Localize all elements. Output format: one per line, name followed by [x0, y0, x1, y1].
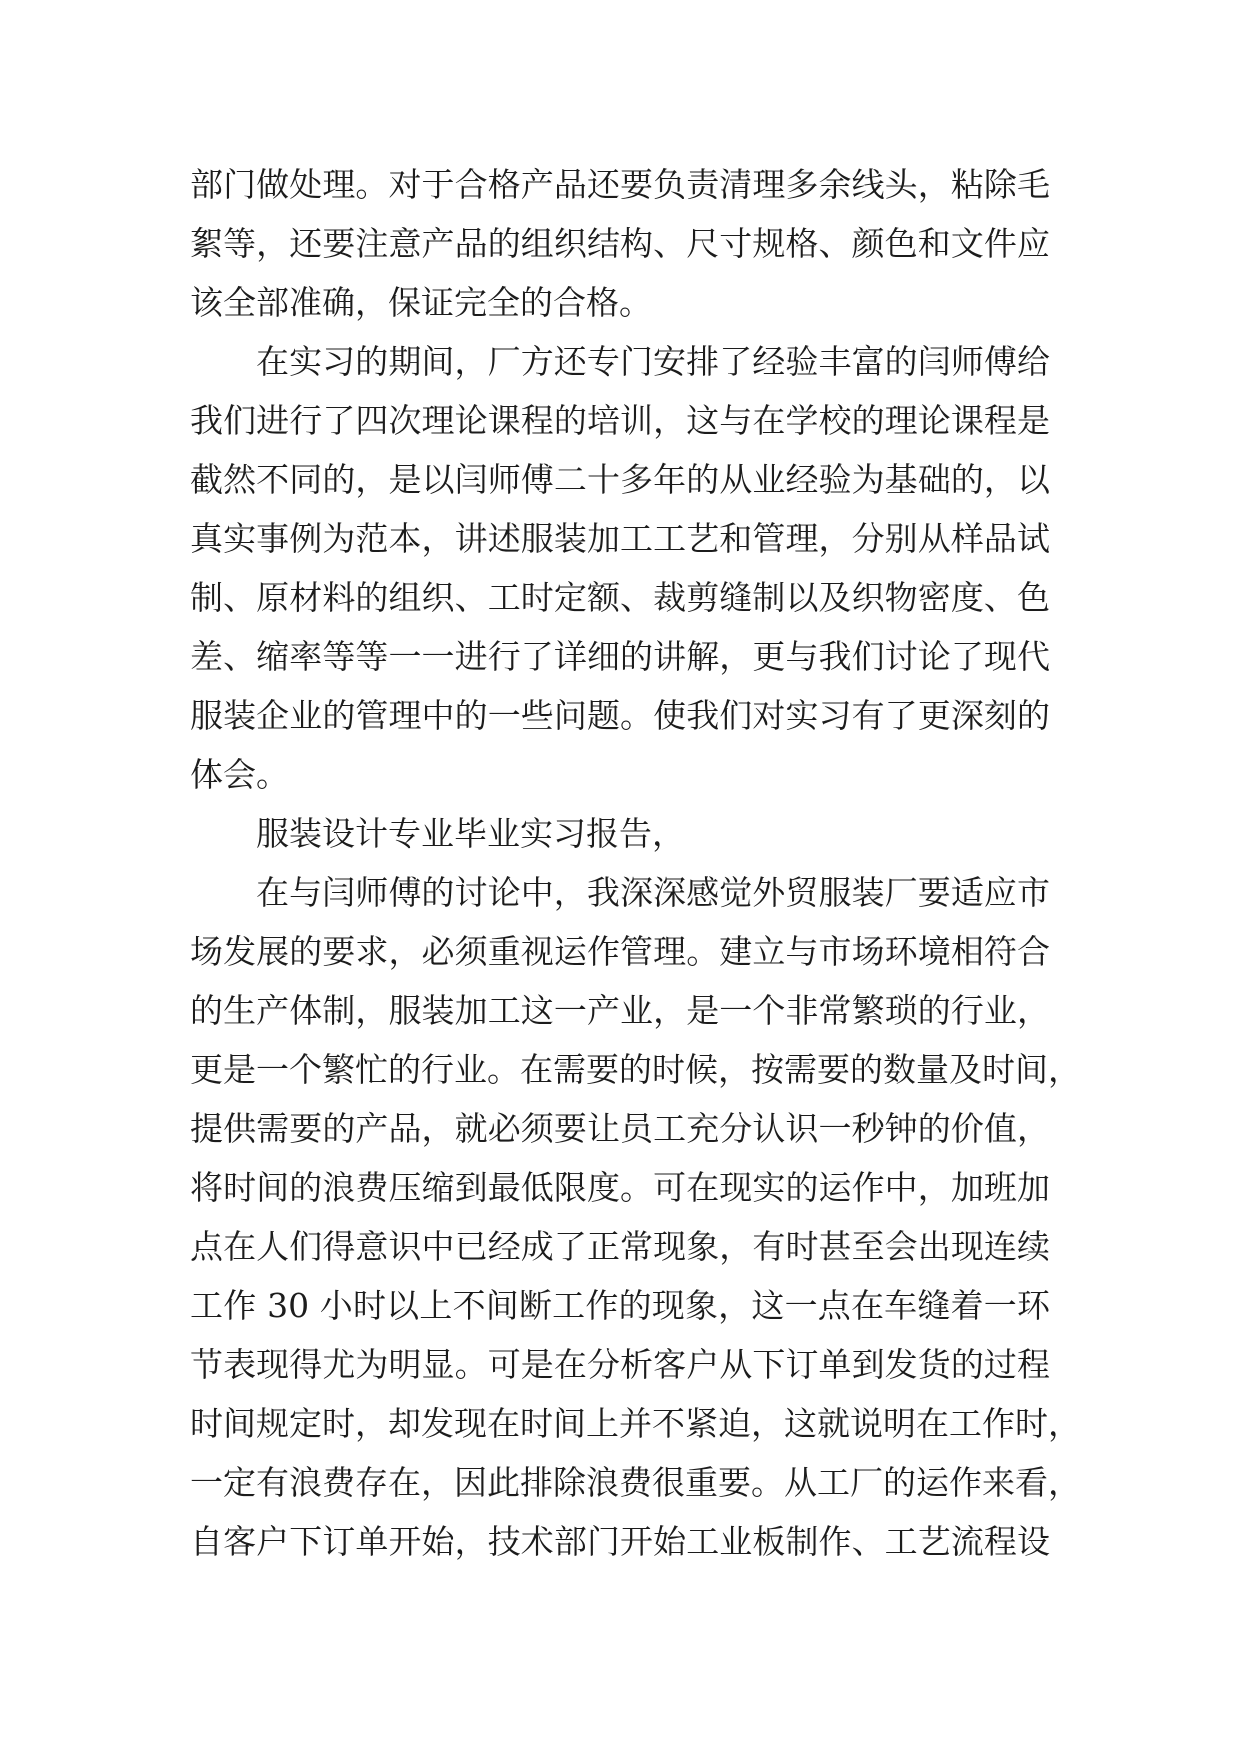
- text-line: 更是一个繁忙的行业。在需要的时候，按需要的数量及时间，: [190, 1050, 1081, 1089]
- text-line: 体会。: [190, 755, 289, 794]
- text-line: 自客户下订单开始，技术部门开始工业板制作、工艺流程设: [190, 1522, 1050, 1561]
- text-line: 该全部准确，保证完全的合格。: [190, 283, 652, 322]
- section-heading: 服装设计专业毕业实习报告，: [256, 814, 685, 853]
- text-line: 节表现得尤为明显。可是在分析客户从下订单到发货的过程: [190, 1345, 1050, 1384]
- text-line: 部门做处理。对于合格产品还要负责清理多余线头，粘除毛: [190, 165, 1050, 204]
- text-line: 我们进行了四次理论课程的培训，这与在学校的理论课程是: [190, 401, 1050, 440]
- text-line: 差、缩率等等一一进行了详细的讲解，更与我们讨论了现代: [190, 637, 1050, 676]
- text-line: 时间规定时，却发现在时间上并不紧迫，这就说明在工作时，: [190, 1404, 1081, 1443]
- paragraph-first-line: 在实习的期间，厂方还专门安排了经验丰富的闫师傅给: [256, 342, 1050, 381]
- text-line: 场发展的要求，必须重视运作管理。建立与市场环境相符合: [190, 932, 1050, 971]
- text-line: 将时间的浪费压缩到最低限度。可在现实的运作中，加班加: [190, 1168, 1050, 1207]
- text-line: 截然不同的，是以闫师傅二十多年的从业经验为基础的，以: [190, 460, 1050, 499]
- text-line: 一定有浪费存在，因此排除浪费很重要。从工厂的运作来看，: [190, 1463, 1081, 1502]
- text-line: 服装企业的管理中的一些问题。使我们对实习有了更深刻的: [190, 696, 1050, 735]
- paragraph-first-line: 在与闫师傅的讨论中，我深深感觉外贸服装厂要适应市: [256, 873, 1050, 912]
- text-line: 点在人们得意识中已经成了正常现象，有时甚至会出现连续: [190, 1227, 1050, 1266]
- body-text: [190, 155, 1081, 1571]
- text-line: 真实事例为范本，讲述服装加工工艺和管理，分别从样品试: [190, 519, 1050, 558]
- text-line: 提供需要的产品，就必须要让员工充分认识一秒钟的价值，: [190, 1109, 1050, 1148]
- text-line: 制、原材料的组织、工时定额、裁剪缝制以及织物密度、色: [190, 578, 1050, 617]
- text-line: 絮等，还要注意产品的组织结构、尺寸规格、颜色和文件应: [190, 224, 1050, 263]
- text-line: 工作 30 小时以上不间断工作的现象，这一点在车缝着一环: [190, 1286, 1050, 1325]
- text-line: 的生产体制，服装加工这一产业，是一个非常繁琐的行业，: [190, 991, 1050, 1030]
